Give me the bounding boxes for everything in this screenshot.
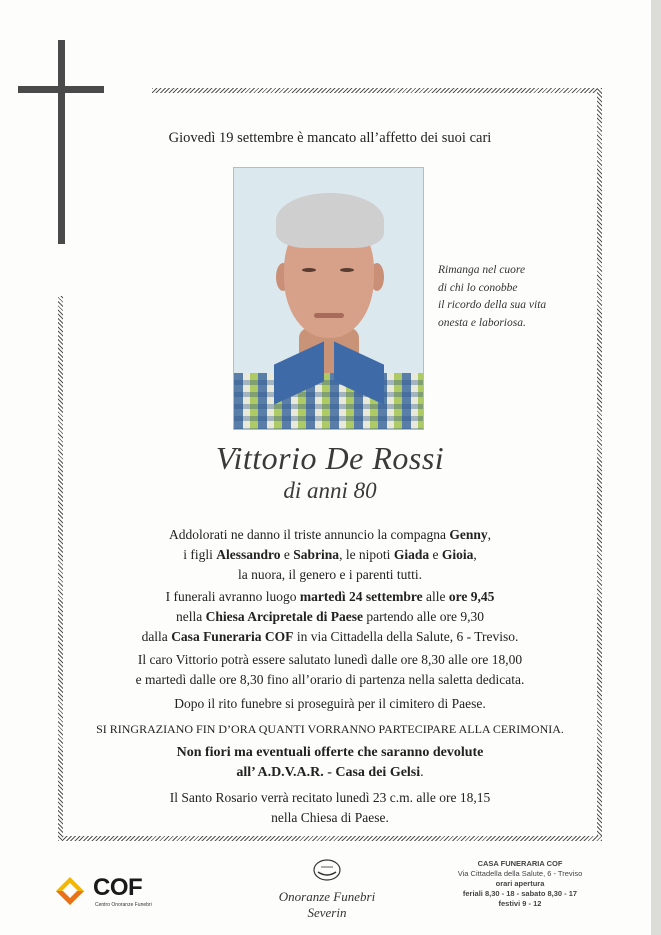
severin-seal-icon bbox=[312, 858, 342, 882]
mourners-paragraph: Addolorati ne danno il triste annuncio la compagna Genny, i figli Alessandro e Sabrina, le nipoti Giada e Gioia, la nuora, il genero e i parenti tutti. bbox=[168, 527, 492, 582]
cof-wordmark: COF bbox=[93, 874, 143, 901]
thanks-paragraph: SI RINGRAZIANO FIN D’ORA QUANTI VORRANNO PARTECIPARE ALLA CERIMONIA. bbox=[96, 722, 564, 736]
death-announcement: Giovedì 19 settembre è mancato all’affetto dei suoi cari bbox=[168, 130, 492, 146]
memorial-verse bbox=[438, 262, 588, 332]
cof-diamond-logo-icon bbox=[55, 876, 85, 906]
frame-border-right bbox=[597, 88, 602, 840]
verse-line: onesta e laboriosa. bbox=[438, 316, 526, 329]
verse-line: il ricordo della sua vita bbox=[438, 299, 547, 311]
verse-line: Rimanga nel cuore bbox=[438, 264, 526, 276]
deceased-age: di anni 80 bbox=[283, 478, 377, 503]
deceased-portrait bbox=[233, 167, 424, 430]
donations-paragraph: Non fiori ma eventuali offerte che saranno devolute all’ A.D.V.A.R. - Casa dei Gelsi. bbox=[176, 745, 484, 780]
funeral-home-title: CASA FUNERARIA COF bbox=[477, 859, 563, 868]
verse-line: di chi lo conobbe bbox=[438, 281, 518, 294]
frame-border-top bbox=[152, 88, 602, 93]
cemetery-paragraph: Dopo il rito funebre si proseguirà per il cimitero di Paese. bbox=[174, 696, 486, 711]
frame-border-left bbox=[58, 296, 63, 841]
funeral-details-paragraph: I funerali avranno luogo martedì 24 settembre alle ore 9,45 nella Chiesa Arcipretale di Paese partendo alle ore 9,30 dalla Casa Funeraria COF in via Cittadella della Salute, 6 - Treviso. bbox=[141, 589, 519, 644]
cof-logo bbox=[55, 872, 165, 912]
rosary-paragraph: Il Santo Rosario verrà recitato lunedì 23 c.m. alle ore 18,15 nella Chiesa di Paese. bbox=[169, 790, 491, 825]
opening-hours-label: orari apertura bbox=[495, 879, 545, 888]
deceased-name: Vittorio De Rossi bbox=[215, 440, 445, 476]
opening-hours-weekdays: feriali 8,30 - 18 - sabato 8,30 - 17 bbox=[462, 889, 578, 898]
frame-border-bottom bbox=[58, 836, 602, 841]
severin-line1: Onoranze Funebri bbox=[278, 889, 376, 904]
cof-subtitle: Centro Onoranze Funebri bbox=[95, 902, 152, 908]
funeral-home-info bbox=[420, 859, 620, 909]
funeral-home-address: Via Cittadella della Salute, 6 - Treviso bbox=[457, 869, 583, 878]
opening-hours-holidays: festivi 9 - 12 bbox=[498, 899, 542, 908]
page-edge-shadow bbox=[651, 0, 661, 935]
severin-line2: Severin bbox=[307, 905, 347, 920]
visitation-paragraph: Il caro Vittorio potrà essere salutato lunedì dalle ore 8,30 alle ore 18,00 e martedì dalle ore 8,30 fino all’orario di partenza nella saletta dedicata. bbox=[135, 652, 525, 687]
severin-logo bbox=[262, 858, 392, 921]
